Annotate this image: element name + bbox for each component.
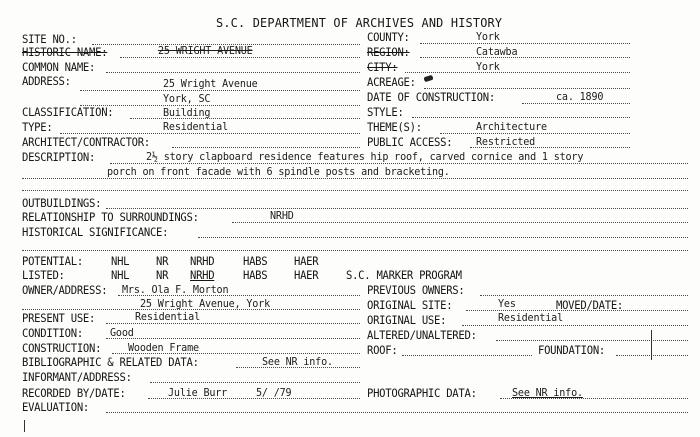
original-site-label: ORIGINAL SITE: xyxy=(367,298,453,312)
description-rule-3 xyxy=(22,190,688,191)
historic-name-label: HISTORIC NAME: xyxy=(22,45,108,59)
potential-label: POTENTIAL: xyxy=(22,254,83,268)
city-line xyxy=(405,72,630,73)
photographic-data-label: PHOTOGRAPHIC DATA: xyxy=(367,386,477,400)
public-access-line xyxy=(470,147,630,148)
public-access-value: Restricted xyxy=(476,135,536,148)
classification-value: Building xyxy=(163,106,211,119)
original-use-label: ORIGINAL USE: xyxy=(367,313,447,327)
listed-nr: NR xyxy=(156,268,169,282)
region-line xyxy=(420,57,630,58)
owner-line xyxy=(118,295,360,296)
county-value: York xyxy=(476,30,500,43)
potential-nrhd: NRHD xyxy=(190,254,215,268)
description-rule-2 xyxy=(22,178,688,179)
address-label-text: ADDRESS: xyxy=(22,74,71,88)
altered-label: ALTERED/UNALTERED: xyxy=(367,328,477,342)
description-line-1: 2½ story clapboard residence features hip roof, carved cornice and 1 story xyxy=(146,150,584,163)
relationship-label: RELATIONSHIP TO SURROUNDINGS: xyxy=(22,210,199,224)
recorded-by-label: RECORDED BY/DATE: xyxy=(22,386,126,400)
acreage-label: ACREAGE: xyxy=(367,75,416,89)
recorded-by-line xyxy=(148,398,360,399)
moved-date-label: MOVED/DATE: xyxy=(556,298,624,312)
relationship-line xyxy=(232,222,688,223)
county-line xyxy=(420,43,630,44)
informant-line xyxy=(150,382,360,383)
type-value: Residential xyxy=(163,120,229,133)
photographic-data-value: See NR info. xyxy=(512,386,583,399)
previous-owners-label: PREVIOUS OWNERS: xyxy=(367,283,465,297)
city-value: York xyxy=(476,60,500,73)
public-access-label: PUBLIC ACCESS: xyxy=(367,135,453,149)
significance-label: HISTORICAL SIGNIFICANCE: xyxy=(22,225,169,239)
theme-line xyxy=(440,133,630,134)
county-label: COUNTY: xyxy=(367,30,410,44)
potential-haer: HAER xyxy=(294,254,319,268)
significance-line-2 xyxy=(22,250,688,251)
previous-owners-line xyxy=(480,295,688,296)
address-line-rule-2 xyxy=(80,105,360,106)
theme-value: Architecture xyxy=(476,120,547,133)
description-rule-1 xyxy=(110,163,688,164)
description-line-2: porch on front facade with 6 spindle posts and bracketing. xyxy=(107,165,450,178)
outbuildings-label: OUTBUILDINGS: xyxy=(22,196,102,210)
owner-address: 25 Wright Avenue, York xyxy=(140,297,270,310)
potential-nhl: NHL xyxy=(111,254,130,268)
photographic-data-line xyxy=(500,398,688,399)
foundation-line xyxy=(616,355,688,356)
theme-label: THEME(S): xyxy=(367,120,422,134)
city-label: CITY: xyxy=(367,60,398,74)
condition-label: CONDITION: xyxy=(22,326,83,340)
classification-label: CLASSIFICATION: xyxy=(22,105,114,119)
construction-line xyxy=(112,353,360,354)
style-label: STYLE: xyxy=(367,105,404,119)
owner-value: Mrs. Ola F. Morton xyxy=(122,283,229,296)
listed-label: LISTED: xyxy=(22,268,65,282)
date-label: DATE OF CONSTRUCTION: xyxy=(367,90,495,104)
listed-haer: HAER xyxy=(294,268,319,282)
listed-nrhd: NRHD xyxy=(190,268,215,282)
region-label: REGION: xyxy=(367,45,410,59)
relationship-value: NRHD xyxy=(270,209,294,222)
marker-program-label: S.C. MARKER PROGRAM xyxy=(346,268,462,282)
edge-mark xyxy=(24,420,25,432)
page-title: S.C. DEPARTMENT OF ARCHIVES AND HISTORY xyxy=(216,15,503,30)
address-line-rule-1 xyxy=(80,90,360,91)
present-use-label: PRESENT USE: xyxy=(22,311,96,325)
historic-name-value: 25 WRIGHT AVENUE xyxy=(158,44,253,57)
ink-blot xyxy=(423,75,433,83)
architect-label: ARCHITECT/CONTRACTOR: xyxy=(22,135,150,149)
construction-value: Wooden Frame xyxy=(128,341,199,354)
present-use-value: Residential xyxy=(135,310,201,323)
altered-line xyxy=(496,340,688,341)
foundation-label: FOUNDATION: xyxy=(538,343,606,357)
historic-name-line xyxy=(120,57,360,58)
type-label: TYPE: xyxy=(22,120,53,134)
common-name-line xyxy=(106,72,360,73)
condition-line xyxy=(106,338,360,339)
recorded-date: 5/ /79 xyxy=(256,386,292,399)
roof-label: ROOF: xyxy=(367,343,398,357)
date-value: ca. 1890 xyxy=(556,90,604,103)
type-line xyxy=(60,133,360,134)
region-value: Catawba xyxy=(476,45,518,58)
owner-label: OWNER/ADDRESS: xyxy=(22,283,108,297)
margin-mark xyxy=(651,330,652,360)
description-label: DESCRIPTION: xyxy=(22,150,96,164)
construction-label: CONSTRUCTION: xyxy=(22,341,102,355)
listed-habs: HABS xyxy=(243,268,268,282)
style-line xyxy=(412,117,630,118)
classification-line xyxy=(130,118,360,119)
address-line-2: York, SC xyxy=(163,92,211,105)
site-no-label: SITE NO.: xyxy=(22,32,77,46)
potential-habs: HABS xyxy=(243,254,268,268)
bibliographic-label: BIBLIOGRAPHIC & RELATED DATA: xyxy=(22,355,199,369)
condition-value: Good xyxy=(110,326,134,339)
common-name-label: COMMON NAME: xyxy=(22,60,96,74)
original-use-line xyxy=(462,325,688,326)
original-site-value: Yes xyxy=(498,297,516,310)
evaluation-label: EVALUATION: xyxy=(22,400,90,414)
bibliographic-value: See NR info. xyxy=(262,355,333,368)
listed-nhl: NHL xyxy=(111,268,130,282)
architect-line xyxy=(172,147,360,148)
outbuildings-line xyxy=(106,208,688,209)
recorded-by-name: Julie Burr xyxy=(168,386,228,399)
acreage-line xyxy=(424,88,630,89)
evaluation-line xyxy=(106,412,688,413)
potential-nr: NR xyxy=(156,254,169,268)
present-use-line xyxy=(106,323,360,324)
roof-line xyxy=(402,355,532,356)
address-line-1: 25 Wright Avenue xyxy=(163,77,258,90)
bibliographic-line xyxy=(236,367,360,368)
original-use-value: Residential xyxy=(498,311,564,324)
informant-label: INFORMANT/ADDRESS: xyxy=(22,370,132,384)
significance-line xyxy=(198,237,688,238)
date-line xyxy=(522,103,630,104)
